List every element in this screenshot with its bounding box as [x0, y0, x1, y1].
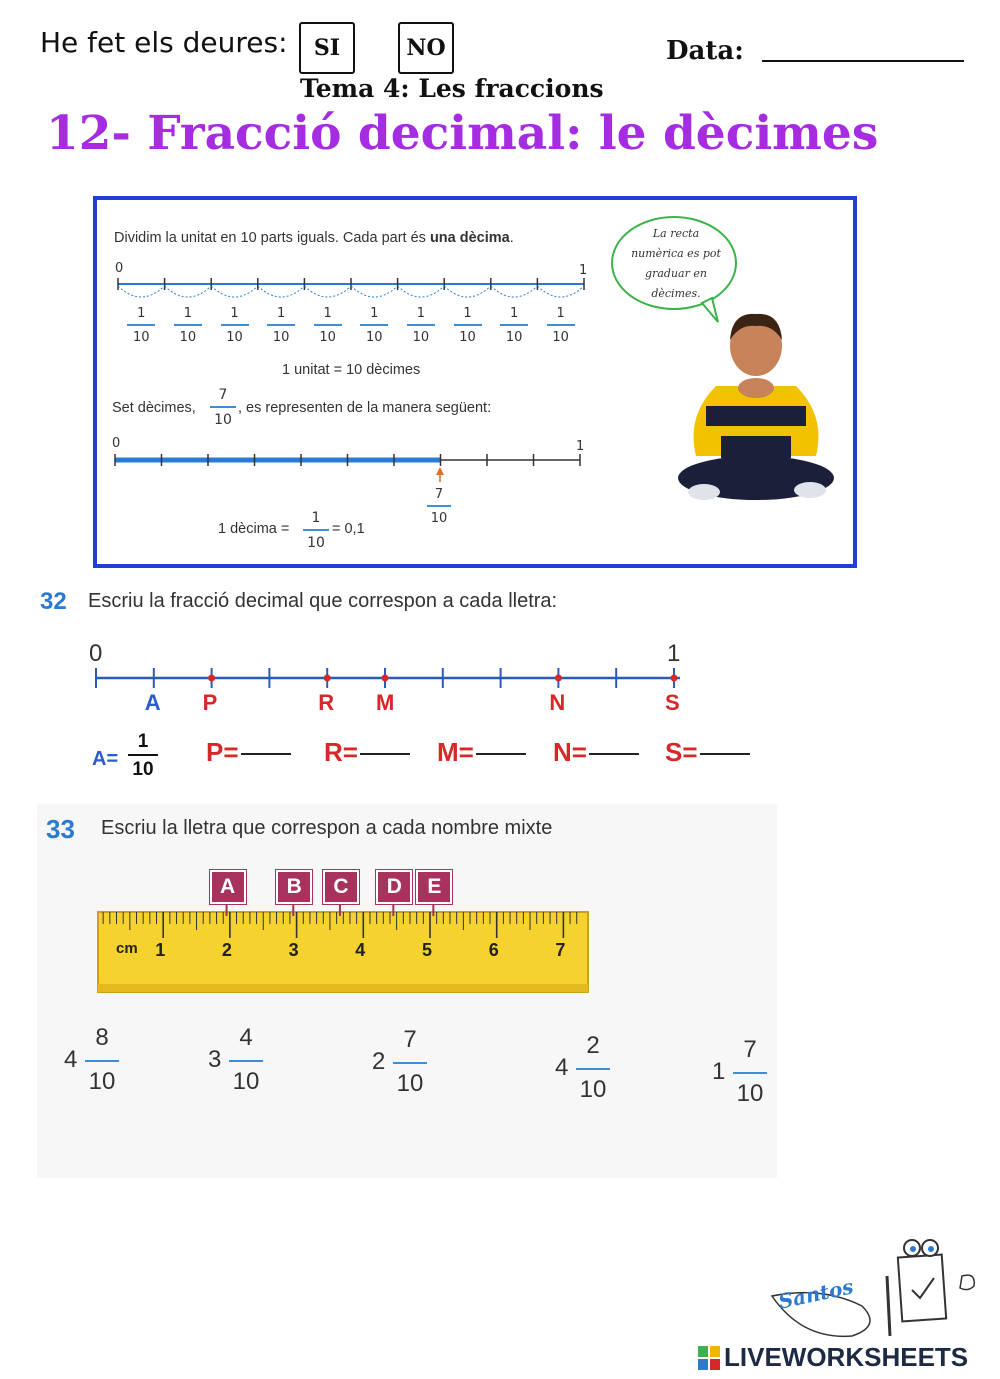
ruler-unit: cm: [116, 940, 138, 957]
mixed-bar: [733, 1072, 767, 1074]
line1-arc: [491, 286, 538, 297]
tenth-den: 10: [133, 329, 150, 345]
mixed-whole: 4: [64, 1046, 78, 1073]
answer-label: N=: [553, 737, 587, 767]
decima-pre: 1 dècima =: [218, 521, 290, 537]
mixed-number[interactable]: [555, 1032, 625, 1112]
tenth-fraction: [407, 307, 435, 344]
tenth-num: 1: [463, 306, 472, 321]
mixed-whole: 1: [712, 1058, 726, 1085]
answer-line[interactable]: [241, 753, 291, 755]
answer-line[interactable]: [360, 753, 410, 755]
ruler: [96, 904, 596, 996]
ruler-tag-d: D: [376, 870, 412, 904]
tenth-fraction: [500, 307, 528, 344]
line1-arc: [165, 286, 212, 297]
ruler-tag-a: A: [210, 870, 246, 904]
arrow-fraction: [427, 488, 451, 525]
ex32-letter-a: A: [144, 690, 161, 715]
mixed-numerator: 7: [743, 1036, 757, 1063]
arrow-num: 7: [434, 487, 444, 502]
mixed-numerator: 2: [586, 1032, 600, 1059]
answer-label: R=: [324, 737, 358, 767]
tenth-num: 1: [556, 306, 565, 321]
line2-zero: 0: [112, 436, 121, 451]
ex33-number: 33: [46, 814, 75, 844]
mascot-logo-text: Santos: [776, 1274, 856, 1314]
ex32-point: [324, 675, 331, 682]
intro-end: .: [509, 230, 514, 246]
tenths-number-line: [110, 270, 590, 310]
line1-one: 1: [579, 263, 588, 278]
tenth-den: 10: [319, 329, 336, 345]
tenth-fraction: [547, 307, 575, 344]
mixed-whole: 3: [208, 1046, 222, 1073]
mixed-bar: [393, 1062, 427, 1064]
tenth-den: 10: [412, 329, 430, 345]
tenth-fraction: [174, 307, 202, 344]
answer-label: P=: [206, 737, 239, 767]
tenth-num: 1: [323, 306, 332, 321]
example-num: 1: [137, 731, 149, 752]
mixed-denominator: 10: [88, 1068, 116, 1095]
ex32-one: 1: [667, 640, 681, 667]
brand-logo-icon: [698, 1346, 720, 1370]
ex32-point: [671, 675, 678, 682]
seven-pre: Set dècimes,: [112, 400, 196, 416]
tenth-fraction: [221, 307, 249, 344]
ex32-point: [208, 675, 215, 682]
tenth-num: 1: [276, 306, 286, 321]
child-illustration: [676, 306, 836, 506]
tenth-den: 10: [226, 329, 243, 345]
seven-post: , es representen de la manera següent:: [238, 400, 492, 416]
tenth-den: 10: [179, 329, 197, 345]
yes-checkbox[interactable]: SI: [299, 22, 355, 74]
answer-line[interactable]: [700, 753, 750, 755]
mixed-denominator: 10: [579, 1076, 607, 1103]
ex32-letter-r: R: [318, 690, 335, 715]
ex32-point: [382, 675, 389, 682]
answer-label: M=: [437, 737, 474, 767]
mixed-whole: 4: [555, 1054, 569, 1081]
intro-bold: una dècima: [429, 230, 510, 246]
intro-plain: Dividim la unitat en 10 parts iguals. Cada part és: [114, 230, 430, 246]
line1-arc: [398, 286, 445, 297]
tenth-num: 1: [137, 306, 146, 321]
decima-num: 1: [311, 510, 321, 526]
mixed-numerator: 4: [239, 1024, 253, 1051]
answer-field-n[interactable]: [553, 737, 639, 768]
line2-one: 1: [576, 439, 585, 454]
arrow-den: 10: [430, 510, 448, 526]
seven-intro: [112, 400, 196, 416]
brand-name: LIVEWORKSHEETS: [724, 1342, 969, 1372]
tenth-num: 1: [183, 306, 193, 321]
line1-arc: [211, 286, 258, 297]
answer-line[interactable]: [476, 753, 526, 755]
tenth-num: 1: [230, 306, 239, 321]
line1-arc: [304, 286, 351, 297]
seven-den: 10: [214, 411, 232, 428]
mixed-bar: [85, 1060, 119, 1062]
homework-label: He fet els deures:: [40, 26, 288, 59]
line1-arc: [258, 286, 305, 297]
tenth-den: 10: [505, 329, 523, 345]
tenth-num: 1: [416, 306, 426, 321]
answer-field-m[interactable]: [437, 737, 526, 768]
example-den: 10: [132, 759, 154, 780]
page-title: 12- Fracció decimal: le dècimes: [46, 106, 879, 161]
line1-arc: [351, 286, 398, 297]
tenth-fraction: [314, 307, 342, 344]
ex32-letter-p: P: [202, 690, 218, 715]
ex32-instruction: Escriu la fracció decimal que correspon a cada lletra:: [88, 590, 558, 612]
answer-field-r[interactable]: [324, 737, 410, 768]
mixed-denominator: 10: [396, 1070, 424, 1097]
tenth-fraction: [127, 307, 155, 344]
ruler-number: 2: [221, 940, 232, 960]
ruler-tag-b: B: [276, 870, 312, 904]
example-fraction: [128, 732, 158, 779]
mixed-number[interactable]: [208, 1024, 278, 1104]
tenth-fraction: [454, 307, 482, 344]
topic-heading: Tema 4: Les fraccions: [300, 74, 604, 103]
ex33-instruction: Escriu la lletra que correspon a cada nombre mixte: [101, 817, 553, 839]
line1-arc: [537, 286, 584, 297]
ex32-letter-m: M: [376, 690, 395, 715]
ex32-letter-s: S: [665, 690, 680, 715]
answer-field-s[interactable]: [665, 737, 750, 768]
answer-line[interactable]: [589, 753, 639, 755]
mixed-bar: [229, 1060, 263, 1062]
answer-label: S=: [665, 737, 698, 767]
ex32-letter-n: N: [549, 690, 566, 715]
mixed-number[interactable]: [64, 1024, 134, 1104]
ruler-tag-c: C: [323, 870, 359, 904]
answer-field-p[interactable]: [206, 737, 291, 768]
seven-num: 7: [218, 387, 228, 403]
ex32-number: 32: [40, 588, 67, 615]
example-label: A=: [92, 748, 119, 770]
unit-equation: 1 unitat = 10 dècimes: [282, 362, 421, 378]
tenth-fraction: [360, 307, 388, 344]
decima-den: 10: [307, 534, 325, 551]
ex32-zero: 0: [89, 640, 103, 667]
ex32-point: [555, 675, 562, 682]
decima-post: = 0,1: [332, 521, 365, 537]
ruler-number: 1: [155, 940, 166, 960]
mixed-denominator: 10: [736, 1080, 764, 1107]
decima-fraction: [303, 511, 329, 550]
tenth-den: 10: [459, 329, 476, 345]
mixed-bar: [576, 1068, 610, 1070]
tenth-fraction: [267, 307, 295, 344]
seven-tenths-line: [110, 448, 590, 488]
line1-zero: 0: [115, 261, 124, 276]
ruler-number: 6: [488, 940, 499, 960]
tenth-num: 1: [509, 306, 519, 321]
line1-arc: [444, 286, 491, 297]
no-checkbox[interactable]: NO: [398, 22, 454, 74]
date-label: Data:: [666, 36, 744, 66]
mixed-numerator: 7: [403, 1026, 417, 1053]
ruler-number: 7: [555, 940, 566, 960]
tenth-den: 10: [272, 329, 290, 345]
mixed-numerator: 8: [95, 1024, 109, 1051]
mixed-whole: 2: [372, 1048, 386, 1075]
mixed-number[interactable]: [712, 1036, 782, 1116]
tenth-den: 10: [366, 329, 383, 345]
ruler-number: 3: [288, 940, 299, 960]
line1-arc: [118, 286, 165, 297]
ruler-number: 5: [422, 940, 433, 960]
mixed-denominator: 10: [232, 1068, 260, 1095]
intro-text: [114, 230, 514, 246]
seven-fraction: [210, 388, 236, 427]
ruler-number: 4: [355, 940, 366, 960]
tenth-den: 10: [552, 329, 569, 345]
tenth-num: 1: [370, 306, 379, 321]
mixed-number[interactable]: [372, 1026, 442, 1106]
ruler-tag-e: E: [416, 870, 452, 904]
date-line[interactable]: [762, 60, 964, 62]
bubble-text: La recta numèrica es pot graduar en dècimes.: [631, 227, 721, 300]
